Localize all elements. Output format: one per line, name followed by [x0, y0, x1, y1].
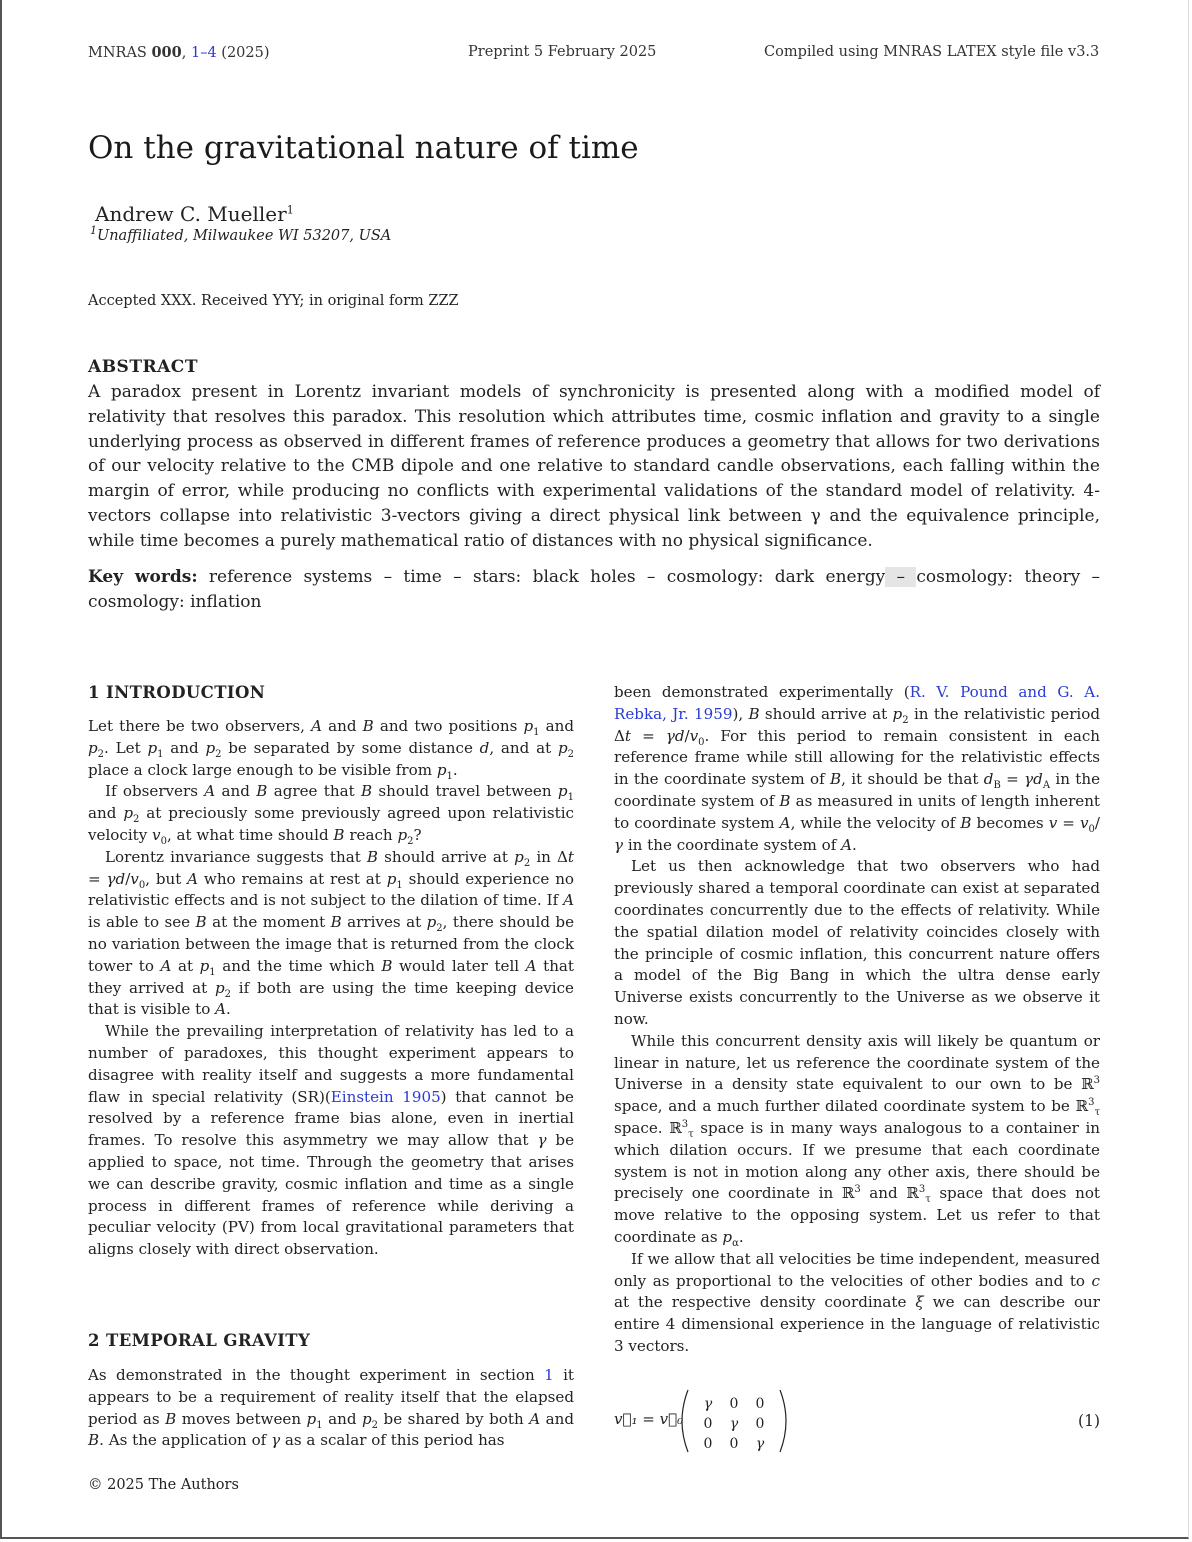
- right-paragraph: been demonstrated experimentally (R. V. Pound and G. A. Rebka, Jr. 1959), B should arrive at $p_2$ in the relativistic period $\Delta t = \gamma d/v_0$. For this period to remain consistent in each reference frame while still allowing for the relativistic effects in the coordinate system of B, it should be that $d_B = \gamma d_A$ in the coordinate system of B as measured in units of length inherent to coordinate system A, while the velocity of B becomes $v = v_0/\gamma$ in the coordinate system of A.: [614, 683, 1101, 854]
- intro-paragraph: Let there be two observers, A and B and two positions $p_1$ and $p_2$. Let $p_1$ and $p_2$ be separated by some distance d, and at $p_2$ place a clock large enough to be visible from $p_1$.: [88, 717, 574, 782]
- matrix-cell: γ: [729, 1416, 739, 1432]
- gamma-matrix: [674, 1386, 794, 1456]
- equation-1: [614, 1386, 1100, 1456]
- matrix-cell: 0: [729, 1396, 739, 1412]
- abstract-text: A paradox present in Lorentz invariant models of synchronicity is presented along with a modified model of relativity that resolves this paradox. This resolution which attributes time, cosmic inflation and gravity to a single underlying process as observed in different frames of reference produces a geometry that allows for two derivations of our velocity relative to the CMB dipole and one relative to standard candle observations, each falling within the margin of error, while producing no conflicts with experimental validations of the standard model of relativity. 4-vectors collapse into relativistic 3-vectors giving a direct physical link between γ and the equivalence principle, while time becomes a purely mathematical ratio of distances with no physical significance.: [88, 382, 1100, 551]
- intro-paragraph: While the prevailing interpretation of relativity has led to a number of paradoxes, this thought experiment appears to disagree with reality itself and suggests a more fundamental flaw in special relativity (SR)(Einstein 1905) that cannot be resolved by a reference frame bias alone, even in inertial frames. To resolve this asymmetry we may allow that γ be applied to space, not time. Through the geometry that arises we can describe gravity, cosmic inflation and time as a single process in different frames of reference while deriving a peculiar velocity (PV) from local gravitational parameters that aligns closely with direct observation.: [88, 1022, 574, 1259]
- section-heading-temporal-gravity: 2 TEMPORAL GRAVITY: [88, 1331, 311, 1350]
- author-sup: 1: [286, 203, 294, 217]
- preprint-date: Preprint 5 February 2025: [468, 44, 657, 60]
- section-heading-introduction: 1 INTRODUCTION: [88, 683, 266, 702]
- keywords-highlight: –: [885, 567, 917, 587]
- temporal-gravity-body: [88, 1365, 574, 1452]
- matrix-cell: γ: [703, 1396, 713, 1412]
- abstract-heading: ABSTRACT: [88, 357, 198, 377]
- author-line: [95, 202, 294, 226]
- right-paragraph: Let us then acknowledge that two observers who had previously shared a temporal coordinate can exist at separated coordinates concurrently due to the effects of relativity. While the spatial dilation model of relativity coincides closely with the principle of cosmic inflation, this concurrent nature offers a model of the Big Bang in which the ultra dense early Universe exists concurrently to the Universe as we observe it now.: [614, 857, 1100, 1028]
- copyright-footer: © 2025 The Authors: [88, 1477, 239, 1493]
- affiliation: [90, 224, 392, 244]
- matrix-cell: γ: [755, 1436, 765, 1452]
- journal-volume: 000: [151, 44, 182, 61]
- right-column-body: [614, 682, 1100, 1358]
- matrix-left-bracket: [682, 1390, 688, 1452]
- right-paragraph: If we allow that all velocities be time independent, measured only as proportional to the velocities of other bodies and to c at the respective density coordinate ξ we can describe our entire 4 dimensional experience in the language of relativistic 3 vectors.: [614, 1249, 1100, 1355]
- keywords-part2: cosmology: theory – cosmology: inflation: [88, 567, 1101, 612]
- accepted-line: Accepted XXX. Received YYY; in original form ZZZ: [88, 293, 459, 309]
- citation-pound-link[interactable]: R. V. Pound and G. A. Rebka, Jr. 1959: [614, 683, 1100, 723]
- journal-name: MNRAS: [88, 45, 147, 61]
- temporal-paragraph: As demonstrated in the thought experiment in section 1 it appears to be a requirement of reality itself that the elapsed period as B moves between $p_1$ and $p_2$ be shared by both A and B. As the application of γ as a scalar of this period has: [88, 1366, 574, 1450]
- compiled-note: Compiled using MNRAS LATEX style file v3.3: [764, 44, 1100, 60]
- equation-lhs: v⃗₁ = v⃗₀: [614, 1410, 684, 1428]
- affil-sup: 1: [90, 224, 97, 238]
- journal-header: MNRAS 000, 1–4 (2025): [88, 44, 270, 61]
- journal-year: (2025): [221, 45, 270, 61]
- keywords: [88, 565, 1100, 615]
- paper-title: On the gravitational nature of time: [88, 130, 639, 166]
- matrix-cell: 0: [703, 1416, 713, 1432]
- matrix-cell: 0: [729, 1436, 739, 1452]
- matrix-right-bracket: [780, 1390, 786, 1452]
- citation-einstein-link[interactable]: Einstein 1905: [330, 1087, 441, 1106]
- pages-link[interactable]: 1–4: [190, 45, 217, 61]
- affiliation-text: Unaffiliated, Milwaukee WI 53207, USA: [97, 228, 392, 244]
- section-ref-link[interactable]: 1: [544, 1366, 554, 1384]
- equation-number: (1): [1078, 1412, 1100, 1430]
- right-paragraph: While this concurrent density axis will likely be quantum or linear in nature, let us reference the coordinate system of the Universe in a density state equivalent to our own to be ℝ$^3$ space, and a much further dilated coordinate system to be ℝ$^3_\tau$ space. ℝ$^3_\tau$ space is in many ways analogous to a container in which dilation occurs. If we presume that each coordinate system is not in motion along any other axis, there should be precisely one coordinate in ℝ$^3$ and ℝ$^3_\tau$ space that does not move relative to the opposing system. Let us refer to that coordinate as $p_\alpha$.: [614, 1031, 1101, 1249]
- introduction-body: [88, 716, 574, 1261]
- author-name: Andrew C. Mueller: [95, 202, 287, 226]
- intro-paragraph: Lorentz invariance suggests that B should arrive at $p_2$ in $\Delta t = \gamma d/v_0$, but A who remains at rest at $p_1$ should experience no relativistic effects and is not subject to the dilation of time. If A is able to see B at the moment B arrives at $p_2$, there should be no variation between the image that is returned from the clock tower to A at $p_1$ and the time which B would later tell A that they arrived at $p_2$ if both are using the time keeping device that is visible to A.: [88, 847, 575, 1019]
- intro-paragraph: If observers A and B agree that B should travel between $p_1$ and $p_2$ at preciously some previously agreed upon relativistic velocity $v_0$, at what time should B reach $p_2$?: [88, 782, 574, 847]
- matrix-cell: 0: [755, 1416, 765, 1432]
- matrix-cell: 0: [755, 1396, 765, 1412]
- keywords-part1: reference systems – time – stars: black holes – cosmology: dark energy: [208, 567, 886, 587]
- matrix-cell: 0: [703, 1436, 713, 1452]
- keywords-label: Key words:: [88, 567, 198, 587]
